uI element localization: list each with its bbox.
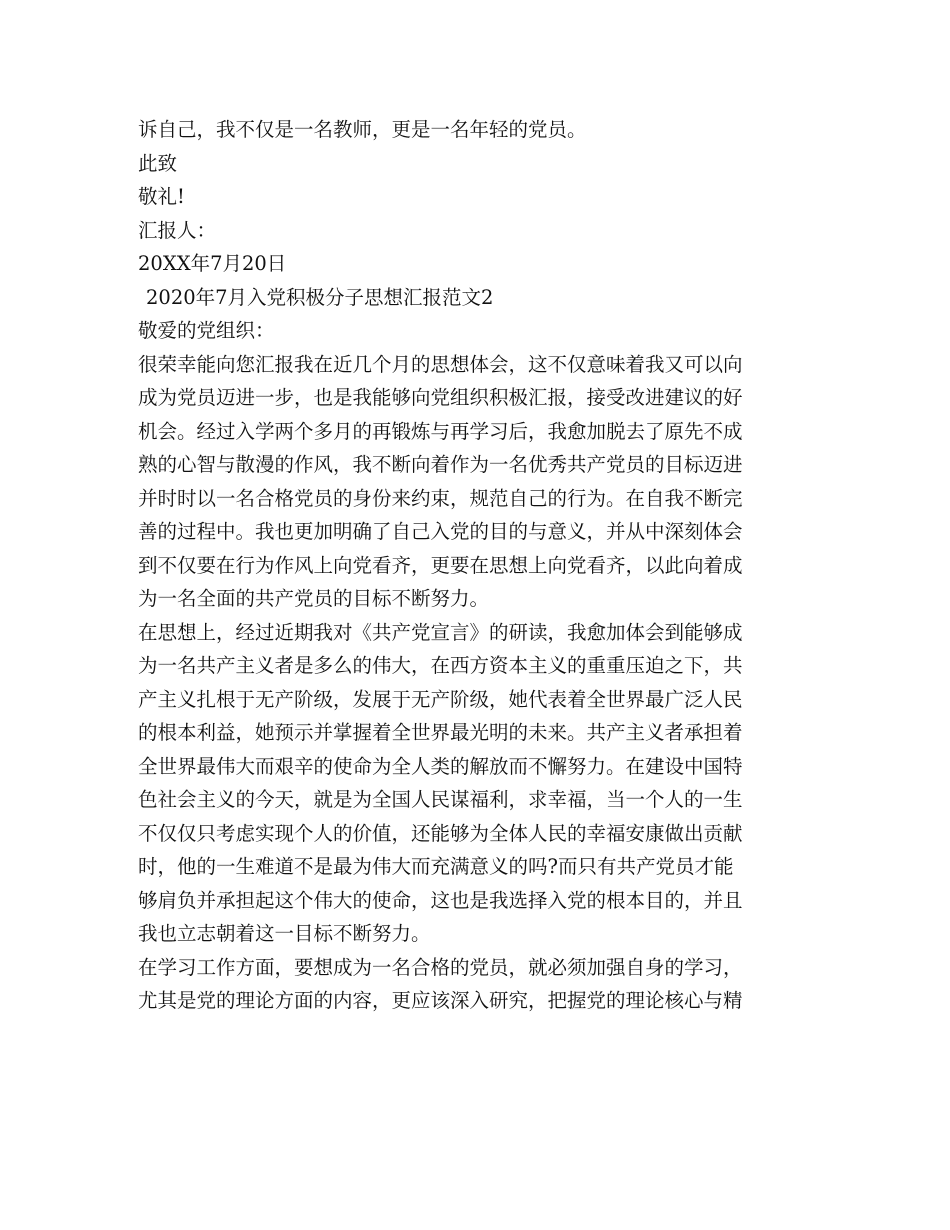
paragraph-line: 色社会主义的今天，就是为全国人民谋福利，求幸福，当一个人的一生 <box>138 788 743 811</box>
greeting: 敬爱的党组织： <box>138 319 275 342</box>
paragraph-line: 在学习工作方面，要想成为一名合格的党员，就必须加强自身的学习， <box>138 955 743 979</box>
paragraph-line: 不仅仅只考虑实现个人的价值，还能够为全体人民的幸福安康做出贡献 <box>138 821 743 845</box>
paragraph-line: 产主义扎根于无产阶级，发展于无产阶级，她代表着全世界最广泛人民 <box>138 687 743 711</box>
paragraph-line: 我也立志朝着这一目标不断努力。 <box>138 922 431 945</box>
paragraph-line: 在思想上，经过近期我对《共产党宣言》的研读，我愈加体会到能够成 <box>138 620 743 644</box>
section-title: 2020年7月入党积极分子思想汇报范文2 <box>146 285 494 309</box>
reporter-label: 汇报人： <box>138 218 217 242</box>
paragraph-thought <box>138 616 818 951</box>
paragraph-line: 到不仅要在行为作风上向党看齐，更要在思想上向党看齐，以此向着成 <box>138 553 743 577</box>
paragraph-line: 全世界最伟大而艰辛的使命为全人类的解放而不懈努力。在建设中国特 <box>138 754 743 778</box>
paragraph-line: 并时时以一名合格党员的身份来约束，规范自己的行为。在自我不断完 <box>138 486 743 510</box>
paragraph-line: 时，他的一生难道不是最为伟大而充满意义的吗?而只有共产党员才能 <box>138 855 734 878</box>
report-date: 20XX年7月20日 <box>138 252 287 275</box>
paragraph-line: 为一名共产主义者是多么的伟大，在西方资本主义的重重压迫之下，共 <box>138 654 743 677</box>
closing-trailing-text: 诉自己，我不仅是一名教师，更是一名年轻的党员。 <box>138 118 587 141</box>
document-body <box>138 113 818 1018</box>
salutation-jing-li: 敬礼! <box>138 185 185 208</box>
paragraph-line: 很荣幸能向您汇报我在近几个月的思想体会，这不仅意味着我又可以向 <box>138 352 743 376</box>
paragraph-line: 为一名全面的共产党员的目标不断努力。 <box>138 587 490 610</box>
paragraph-study-work <box>138 951 818 1018</box>
paragraph-line: 成为党员迈进一步，也是我能够向党组织积极汇报，接受改进建议的好 <box>138 386 743 409</box>
paragraph-line: 够肩负并承担起这个伟大的使命，这也是我选择入党的根本目的，并且 <box>138 888 743 912</box>
paragraph-line: 善的过程中。我也更加明确了自己入党的目的与意义，并从中深刻体会 <box>138 520 743 543</box>
paragraph-line: 的根本利益，她预示并掌握着全世界最光明的未来。共产主义者承担着 <box>138 721 743 744</box>
paragraph-line: 尤其是党的理论方面的内容，更应该深入研究，把握党的理论核心与精 <box>138 989 743 1012</box>
paragraph-experience <box>138 348 818 616</box>
paragraph-line: 机会。经过入学两个多月的再锻炼与再学习后，我愈加脱去了原先不成 <box>138 419 743 443</box>
salutation-ci-zhi: 此致 <box>138 151 178 175</box>
paragraph-line: 熟的心智与散漫的作风，我不断向着作为一名优秀共产党员的目标迈进 <box>138 453 743 476</box>
